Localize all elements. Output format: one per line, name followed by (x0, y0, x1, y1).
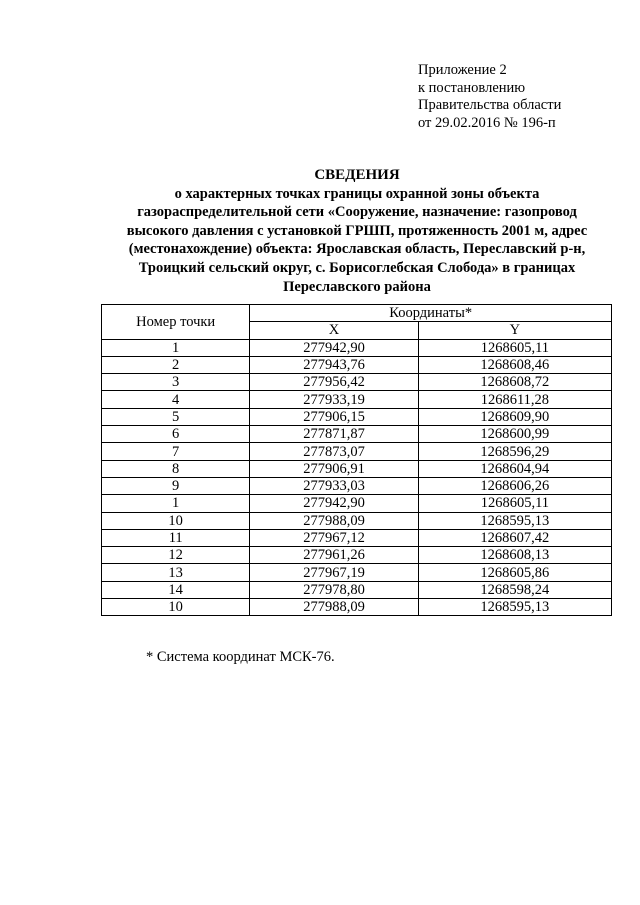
cell-y: 1268611,28 (418, 391, 611, 408)
table-row (102, 581, 612, 598)
cell-x: 277967,12 (250, 529, 418, 546)
header-x: X (250, 322, 418, 339)
appendix-line: Приложение 2 (418, 62, 507, 78)
heading-line: газораспределительной сети «Сооружение, назначение: газопровод (137, 204, 577, 221)
cell-x: 277906,91 (250, 460, 418, 477)
appendix-line: к постановлению (418, 79, 526, 96)
cell-point-number: 5 (102, 408, 250, 425)
appendix-note (418, 62, 561, 132)
cell-y: 1268595,13 (418, 512, 611, 529)
table-body (102, 339, 612, 616)
cell-x: 277978,80 (250, 581, 418, 598)
cell-point-number: 8 (102, 460, 250, 477)
cell-point-number: 11 (102, 529, 250, 546)
cell-y: 1268606,26 (418, 477, 611, 494)
table-row (102, 374, 612, 391)
header-y: Y (418, 322, 611, 339)
cell-point-number: 14 (102, 581, 250, 598)
cell-x: 277956,42 (250, 374, 418, 391)
appendix-line: Правительства области (418, 97, 562, 113)
cell-y: 1268595,13 (418, 599, 611, 616)
cell-point-number: 3 (102, 374, 250, 391)
table-row (102, 599, 612, 616)
heading-line: Троицкий сельский округ, с. Борисоглебская Слобода» в границах (138, 259, 576, 276)
cell-x: 277943,76 (250, 356, 418, 373)
heading-line: о характерных точках границы охранной зоны объекта (174, 185, 540, 202)
cell-x: 277871,87 (250, 426, 418, 443)
heading-line: высокого давления с установкой ГРШП, протяженность 2001 м, адрес (126, 222, 588, 239)
cell-point-number: 1 (102, 339, 250, 356)
heading-line: Переславского района (283, 278, 431, 295)
cell-y: 1268598,24 (418, 581, 611, 598)
table-row (102, 460, 612, 477)
cell-y: 1268596,29 (418, 443, 611, 460)
cell-x: 277967,19 (250, 564, 418, 581)
appendix-line: от 29.02.2016 № 196-п (418, 114, 556, 131)
cell-point-number: 13 (102, 564, 250, 581)
table-row (102, 477, 612, 494)
heading-line: (местонахождение) объекта: Ярославская область, Переславский р-н, (128, 241, 586, 258)
cell-point-number: 9 (102, 477, 250, 494)
coordinates-table (101, 304, 612, 616)
cell-point-number: 10 (102, 512, 250, 529)
cell-y: 1268608,13 (418, 547, 611, 564)
table-header-row (102, 305, 612, 322)
document-heading (100, 166, 614, 296)
cell-point-number: 6 (102, 426, 250, 443)
cell-x: 277873,07 (250, 443, 418, 460)
cell-y: 1268604,94 (418, 460, 611, 477)
cell-x: 277988,09 (250, 512, 418, 529)
table-row (102, 547, 612, 564)
cell-y: 1268608,46 (418, 356, 611, 373)
cell-y: 1268607,42 (418, 529, 611, 546)
table-row (102, 529, 612, 546)
cell-x: 277906,15 (250, 408, 418, 425)
cell-x: 277942,90 (250, 339, 418, 356)
cell-point-number: 1 (102, 495, 250, 512)
cell-x: 277933,03 (250, 477, 418, 494)
cell-x: 277988,09 (250, 599, 418, 616)
cell-x: 277933,19 (250, 391, 418, 408)
table-row (102, 408, 612, 425)
cell-x: 277942,90 (250, 495, 418, 512)
table-row (102, 339, 612, 356)
table-row (102, 512, 612, 529)
cell-point-number: 2 (102, 356, 250, 373)
document-title: СВЕДЕНИЯ (314, 167, 400, 183)
cell-point-number: 7 (102, 443, 250, 460)
table-row (102, 443, 612, 460)
table-row (102, 426, 612, 443)
cell-y: 1268605,86 (418, 564, 611, 581)
cell-y: 1268609,90 (418, 408, 611, 425)
cell-y: 1268605,11 (418, 339, 611, 356)
cell-y: 1268600,99 (418, 426, 611, 443)
table-row (102, 564, 612, 581)
table-row (102, 391, 612, 408)
cell-point-number: 10 (102, 599, 250, 616)
cell-point-number: 4 (102, 391, 250, 408)
header-coordinates: Координаты* (250, 305, 612, 322)
cell-x: 277961,26 (250, 547, 418, 564)
cell-y: 1268608,72 (418, 374, 611, 391)
cell-y: 1268605,11 (418, 495, 611, 512)
header-point-number: Номер точки (102, 305, 250, 340)
table-row (102, 495, 612, 512)
footnote: * Система координат МСК-76. (146, 649, 335, 665)
cell-point-number: 12 (102, 547, 250, 564)
table-row (102, 356, 612, 373)
